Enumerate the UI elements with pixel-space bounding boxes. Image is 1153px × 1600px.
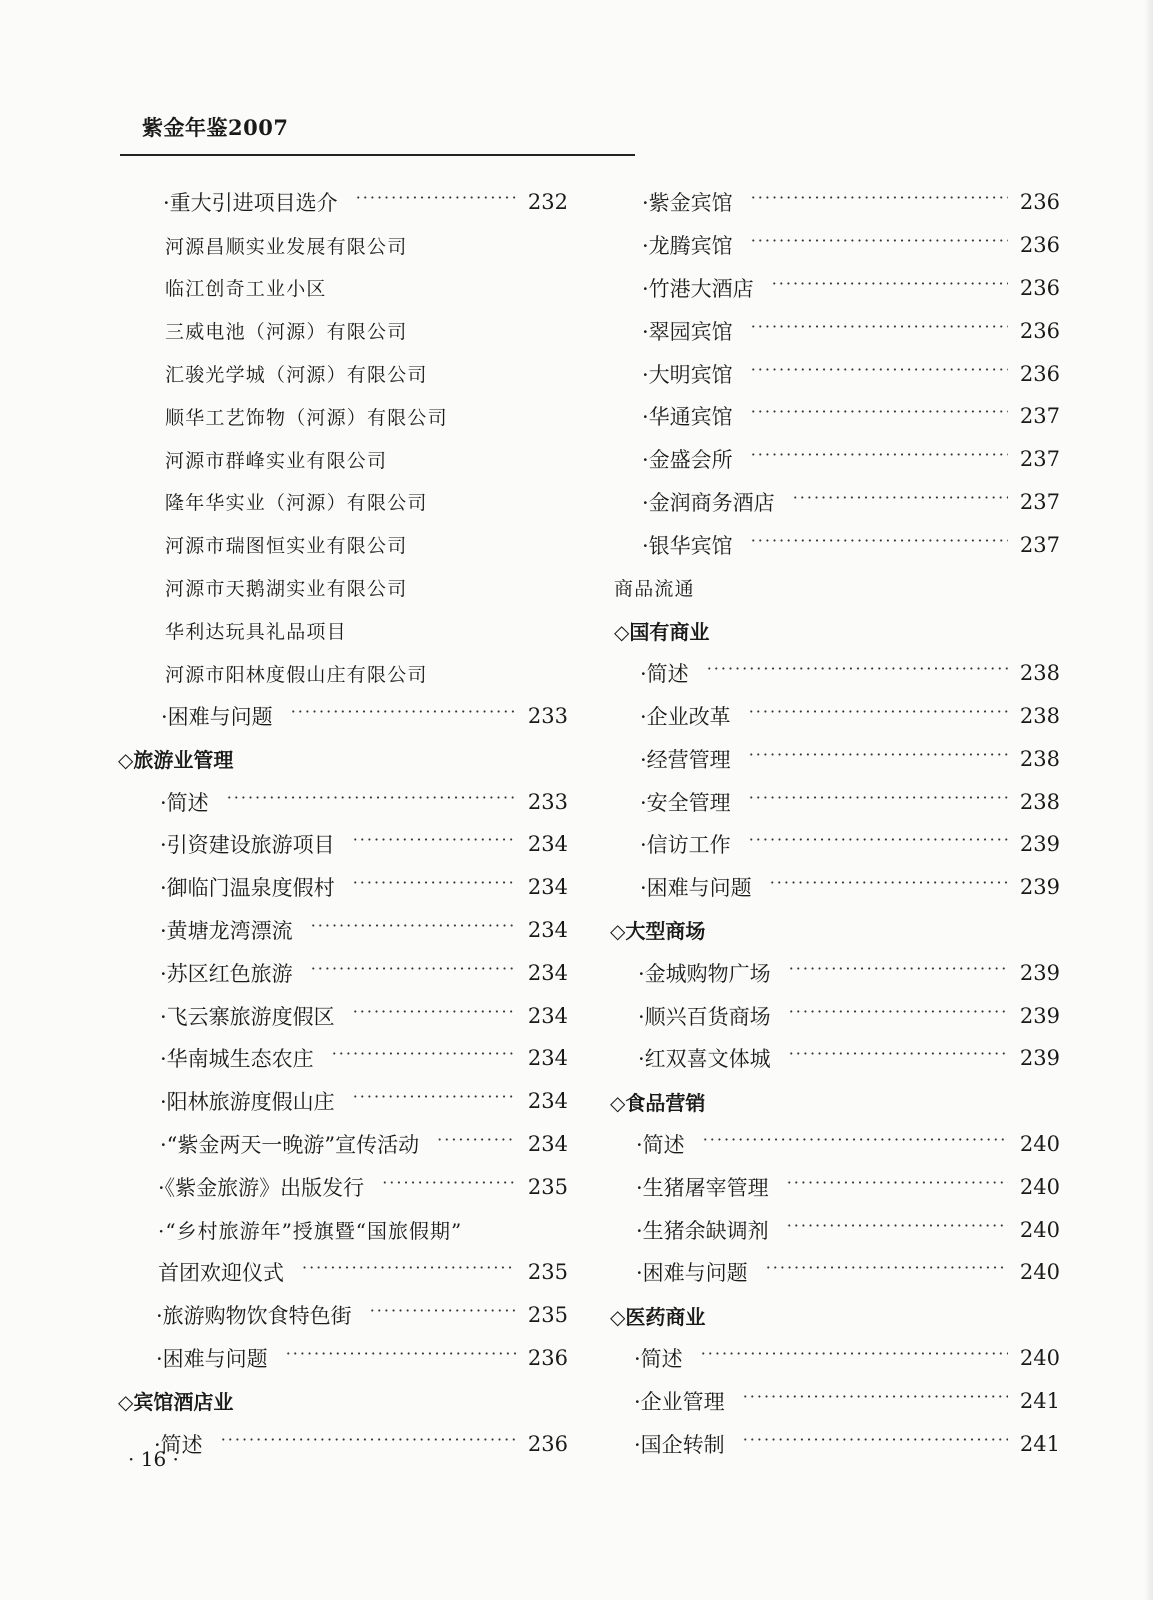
- toc-leader-dots: [751, 404, 1008, 428]
- toc-leader-dots: [302, 1260, 516, 1284]
- toc-page-number: 240: [1019, 1260, 1060, 1285]
- toc-entry-label: 顺华工艺饰物（河源）有限公司: [165, 406, 448, 429]
- toc-entry: [610, 994, 1060, 1037]
- toc-entry-label: ◇食品营销: [610, 1090, 706, 1115]
- toc-entry-label: ·安全管理: [640, 790, 731, 815]
- toc-entry: [610, 780, 1060, 823]
- toc-page-number: 236: [1019, 361, 1060, 386]
- toc-entry-label: ·苏区红色旅游: [160, 961, 293, 986]
- toc-page-number: 235: [527, 1303, 568, 1328]
- toc-page-number: 241: [1019, 1431, 1060, 1456]
- toc-section-heading: [610, 909, 1060, 952]
- toc-leader-dots: [291, 704, 516, 728]
- toc-page-number: 237: [1019, 404, 1060, 429]
- scan-edge-shadow: [1145, 0, 1153, 1600]
- toc-page-number: 234: [527, 1003, 568, 1028]
- toc-entry-label: ·企业改革: [640, 704, 731, 729]
- toc-leader-dots: [221, 1432, 516, 1456]
- toc-entry-label: ◇宾馆酒店业: [118, 1390, 234, 1415]
- toc-entry-label: 商品流通: [614, 578, 695, 601]
- toc-page-number: 240: [1019, 1131, 1060, 1156]
- toc-entry: [610, 395, 1060, 438]
- toc-entry: [118, 909, 568, 952]
- toc-entry-label: ·顺兴百货商场: [638, 1004, 771, 1029]
- toc-entry: [610, 566, 1060, 609]
- toc-entry-label: ·御临门温泉度假村: [160, 876, 335, 901]
- toc-page-number: 234: [527, 1089, 568, 1114]
- toc-entry-label: ·华通宾馆: [642, 405, 733, 430]
- toc-entry-label: ·大明宾馆: [642, 362, 733, 387]
- toc-entry-label: ·简述: [634, 1346, 683, 1371]
- toc-entry: [118, 866, 568, 909]
- toc-leader-dots: [286, 1346, 516, 1370]
- toc-entry-label: ◇旅游业管理: [118, 748, 234, 773]
- toc-page-number: 239: [1019, 960, 1060, 985]
- toc-leader-dots: [772, 276, 1008, 300]
- toc-page-number: 238: [1019, 703, 1060, 728]
- toc-leader-dots: [701, 1346, 1008, 1370]
- toc-entry-label: ·简述: [640, 662, 689, 687]
- toc-entry-label: ·引资建设旅游项目: [160, 833, 335, 858]
- toc-page-number: 237: [1019, 489, 1060, 514]
- toc-page-number: 236: [1019, 275, 1060, 300]
- toc-entry: [610, 1037, 1060, 1080]
- toc-entry: [610, 951, 1060, 994]
- toc-entry: [610, 652, 1060, 695]
- toc-entry: [610, 1123, 1060, 1166]
- toc-entry-label: ·《紫金旅游》出版发行: [158, 1175, 365, 1200]
- toc-entry: [118, 1165, 568, 1208]
- toc-page-number: 236: [1019, 233, 1060, 258]
- toc-entry-label: ·银华宾馆: [642, 533, 733, 558]
- toc-entry: [610, 352, 1060, 395]
- toc-entry-label: ·简述: [160, 790, 209, 815]
- toc-entry: [118, 438, 568, 481]
- toc-leader-dots: [751, 362, 1008, 386]
- toc-entry-label: ·金城购物广场: [638, 961, 771, 986]
- toc-entry-label: ·龙腾宾馆: [642, 234, 733, 259]
- toc-entry: [118, 780, 568, 823]
- toc-entry: [118, 181, 568, 224]
- toc-leader-dots: [437, 1132, 516, 1156]
- toc-page-number: 234: [527, 1131, 568, 1156]
- toc-entry-label: ·困难与问题: [636, 1261, 748, 1286]
- toc-leader-dots: [749, 747, 1008, 771]
- toc-leader-dots: [743, 1389, 1008, 1413]
- toc-entry: [118, 1294, 568, 1337]
- toc-leader-dots: [370, 1303, 516, 1327]
- toc-entry: [118, 1337, 568, 1380]
- toc-page-number: 238: [1019, 661, 1060, 686]
- toc-leader-dots: [787, 1218, 1008, 1242]
- toc-leader-dots: [382, 1175, 516, 1199]
- toc-entry-label: 河源市群峰实业有限公司: [165, 449, 388, 472]
- toc-entry: [610, 695, 1060, 738]
- toc-page-number: 236: [1019, 190, 1060, 215]
- toc-entry-label: ◇医药商业: [610, 1304, 706, 1329]
- toc-entry-label: ·飞云寨旅游度假区: [160, 1004, 335, 1029]
- toc-entry-label: ·国企转制: [634, 1432, 725, 1457]
- toc-entry-label: ·重大引进项目选介: [163, 191, 338, 216]
- toc-leader-dots: [751, 233, 1008, 257]
- toc-entry: [610, 1165, 1060, 1208]
- toc-page-number: 233: [527, 703, 568, 728]
- toc-leader-dots: [751, 190, 1008, 214]
- toc-entry-label: ·困难与问题: [640, 876, 752, 901]
- toc-entry: [610, 224, 1060, 267]
- toc-entry-label: ·华南城生态农庄: [160, 1047, 314, 1072]
- toc-page-number: 237: [1019, 447, 1060, 472]
- toc-leader-dots: [751, 447, 1008, 471]
- toc-entry-label: ·生猪余缺调剂: [636, 1218, 769, 1243]
- toc-entry-label: ·“乡村旅游年”授旗暨“国旅假期”: [158, 1219, 463, 1244]
- toc-entry: [118, 823, 568, 866]
- toc-leader-dots: [749, 832, 1008, 856]
- toc-leader-dots: [749, 790, 1008, 814]
- toc-leader-dots: [311, 961, 516, 985]
- toc-entry: [610, 181, 1060, 224]
- toc-entry-label: 汇骏光学城（河源）有限公司: [165, 364, 428, 387]
- toc-entry-label: ·简述: [636, 1132, 685, 1157]
- toc-leader-dots: [353, 1004, 516, 1028]
- toc-entry-label: ·经营管理: [640, 747, 731, 772]
- toc-entry-label: ·困难与问题: [156, 1346, 268, 1371]
- toc-page-number: 236: [527, 1345, 568, 1370]
- toc-page-number: 234: [527, 917, 568, 942]
- toc-page-number: 232: [527, 190, 568, 215]
- toc-leader-dots: [793, 490, 1008, 514]
- toc-entry: [610, 1208, 1060, 1251]
- toc-entry-label: ◇国有商业: [614, 619, 710, 644]
- toc-page-number: 239: [1019, 832, 1060, 857]
- toc-page-number: 236: [1019, 318, 1060, 343]
- toc-entry-label: 隆年华实业（河源）有限公司: [165, 492, 428, 515]
- toc-entry: [118, 1037, 568, 1080]
- toc-entry: [118, 1422, 568, 1465]
- toc-entry: [118, 523, 568, 566]
- toc-left-column: [118, 181, 568, 1465]
- toc-entry: [118, 395, 568, 438]
- toc-entry: [118, 481, 568, 524]
- toc-leader-dots: [787, 1175, 1008, 1199]
- toc-page-number: 236: [527, 1431, 568, 1456]
- toc-entry-label: ◇大型商场: [610, 919, 706, 944]
- toc-page-number: 234: [527, 875, 568, 900]
- toc-leader-dots: [743, 1432, 1008, 1456]
- toc-entry-label: ·黄塘龙湾漂流: [160, 918, 293, 943]
- toc-leader-dots: [749, 704, 1008, 728]
- toc-entry-label: 华利达玩具礼品项目: [165, 620, 347, 643]
- toc-entry-label: ·简述: [154, 1432, 203, 1457]
- toc-page-number: 234: [527, 960, 568, 985]
- toc-page-number: 235: [527, 1260, 568, 1285]
- toc-entry: [610, 309, 1060, 352]
- toc-entry: [610, 1337, 1060, 1380]
- toc-leader-dots: [353, 875, 516, 899]
- toc-entry: [610, 737, 1060, 780]
- page-number: · 16 ·: [128, 1447, 179, 1471]
- toc-entry-label: ·旅游购物饮食特色街: [156, 1304, 352, 1329]
- toc-entry: [118, 1208, 568, 1251]
- toc-page-number: 233: [527, 789, 568, 814]
- toc-entry-label: 河源昌顺实业发展有限公司: [165, 235, 408, 258]
- toc-entry: [610, 1422, 1060, 1465]
- toc-entry-label: 三威电池（河源）有限公司: [165, 321, 408, 344]
- toc-entry: [118, 951, 568, 994]
- toc-entry: [118, 652, 568, 695]
- header-rule: [120, 154, 635, 156]
- toc-leader-dots: [353, 1089, 516, 1113]
- toc-entry-label: ·阳林旅游度假山庄: [160, 1090, 335, 1115]
- toc-leader-dots: [707, 661, 1008, 685]
- toc-page-number: 234: [527, 832, 568, 857]
- toc-entry-label: ·竹港大酒店: [642, 276, 754, 301]
- toc-leader-dots: [751, 533, 1008, 557]
- toc-entry: [610, 523, 1060, 566]
- toc-entry-label: 临江创奇工业小区: [165, 278, 327, 301]
- toc-entry: [118, 994, 568, 1037]
- toc-entry: [118, 309, 568, 352]
- toc-leader-dots: [356, 190, 516, 214]
- toc-leader-dots: [770, 875, 1008, 899]
- toc-leader-dots: [353, 832, 516, 856]
- toc-page-number: 241: [1019, 1388, 1060, 1413]
- toc-leader-dots: [227, 790, 516, 814]
- toc-entry-label: ·翠园宾馆: [642, 319, 733, 344]
- toc-leader-dots: [766, 1260, 1008, 1284]
- toc-entry: [610, 866, 1060, 909]
- toc-section-heading: [118, 1379, 568, 1422]
- toc-entry-label: ·生猪屠宰管理: [636, 1175, 769, 1200]
- toc-entry: [118, 566, 568, 609]
- toc-entry: [118, 1123, 568, 1166]
- toc-entry-label: 河源市阳林度假山庄有限公司: [165, 663, 428, 686]
- toc-entry: [118, 695, 568, 738]
- toc-entry: [610, 823, 1060, 866]
- toc-entry: [118, 1251, 568, 1294]
- toc-entry: [118, 267, 568, 310]
- toc-page-number: 235: [527, 1174, 568, 1199]
- page-header-title: 紫金年鉴2007: [142, 115, 289, 140]
- toc-entry: [118, 1080, 568, 1123]
- toc-page-number: 239: [1019, 875, 1060, 900]
- toc-entry: [610, 481, 1060, 524]
- toc-section-heading: [610, 609, 1060, 652]
- toc-entry-label: ·困难与问题: [161, 704, 273, 729]
- toc-entry-label: ·“紫金两天一晚游”宣传活动: [160, 1132, 420, 1157]
- toc-section-heading: [610, 1080, 1060, 1123]
- toc-page-number: 240: [1019, 1345, 1060, 1370]
- toc-entry-label: 首团欢迎仪式: [158, 1261, 284, 1286]
- toc-entry: [610, 438, 1060, 481]
- toc-leader-dots: [751, 319, 1008, 343]
- toc-leader-dots: [789, 1046, 1008, 1070]
- toc-leader-dots: [703, 1132, 1008, 1156]
- toc-entry-label: ·紫金宾馆: [642, 191, 733, 216]
- toc-entry-label: ·金盛会所: [642, 448, 733, 473]
- toc-entry-label: 河源市天鹅湖实业有限公司: [165, 578, 408, 601]
- toc-entry: [610, 1251, 1060, 1294]
- toc-leader-dots: [789, 1004, 1008, 1028]
- toc-page-number: 234: [527, 1046, 568, 1071]
- toc-leader-dots: [332, 1046, 516, 1070]
- toc-page-number: 239: [1019, 1003, 1060, 1028]
- toc-entry: [610, 1379, 1060, 1422]
- toc-entry-label: ·信访工作: [640, 833, 731, 858]
- toc-page-number: 240: [1019, 1217, 1060, 1242]
- toc-entry-label: ·企业管理: [634, 1389, 725, 1414]
- toc-entry: [118, 352, 568, 395]
- toc-entry-label: ·金润商务酒店: [642, 490, 775, 515]
- toc-right-column: [610, 181, 1060, 1465]
- toc-entry: [610, 267, 1060, 310]
- toc-page-number: 238: [1019, 789, 1060, 814]
- toc-entry-label: 河源市瑞图恒实业有限公司: [165, 535, 408, 558]
- toc-section-heading: [610, 1294, 1060, 1337]
- toc-section-heading: [118, 737, 568, 780]
- toc-entry: [118, 224, 568, 267]
- toc-page-number: 238: [1019, 746, 1060, 771]
- toc-leader-dots: [789, 961, 1008, 985]
- toc-page-number: 239: [1019, 1046, 1060, 1071]
- toc-leader-dots: [311, 918, 516, 942]
- toc-entry: [118, 609, 568, 652]
- toc-page-number: 237: [1019, 532, 1060, 557]
- toc-entry-label: ·红双喜文体城: [638, 1047, 771, 1072]
- toc-page-number: 240: [1019, 1174, 1060, 1199]
